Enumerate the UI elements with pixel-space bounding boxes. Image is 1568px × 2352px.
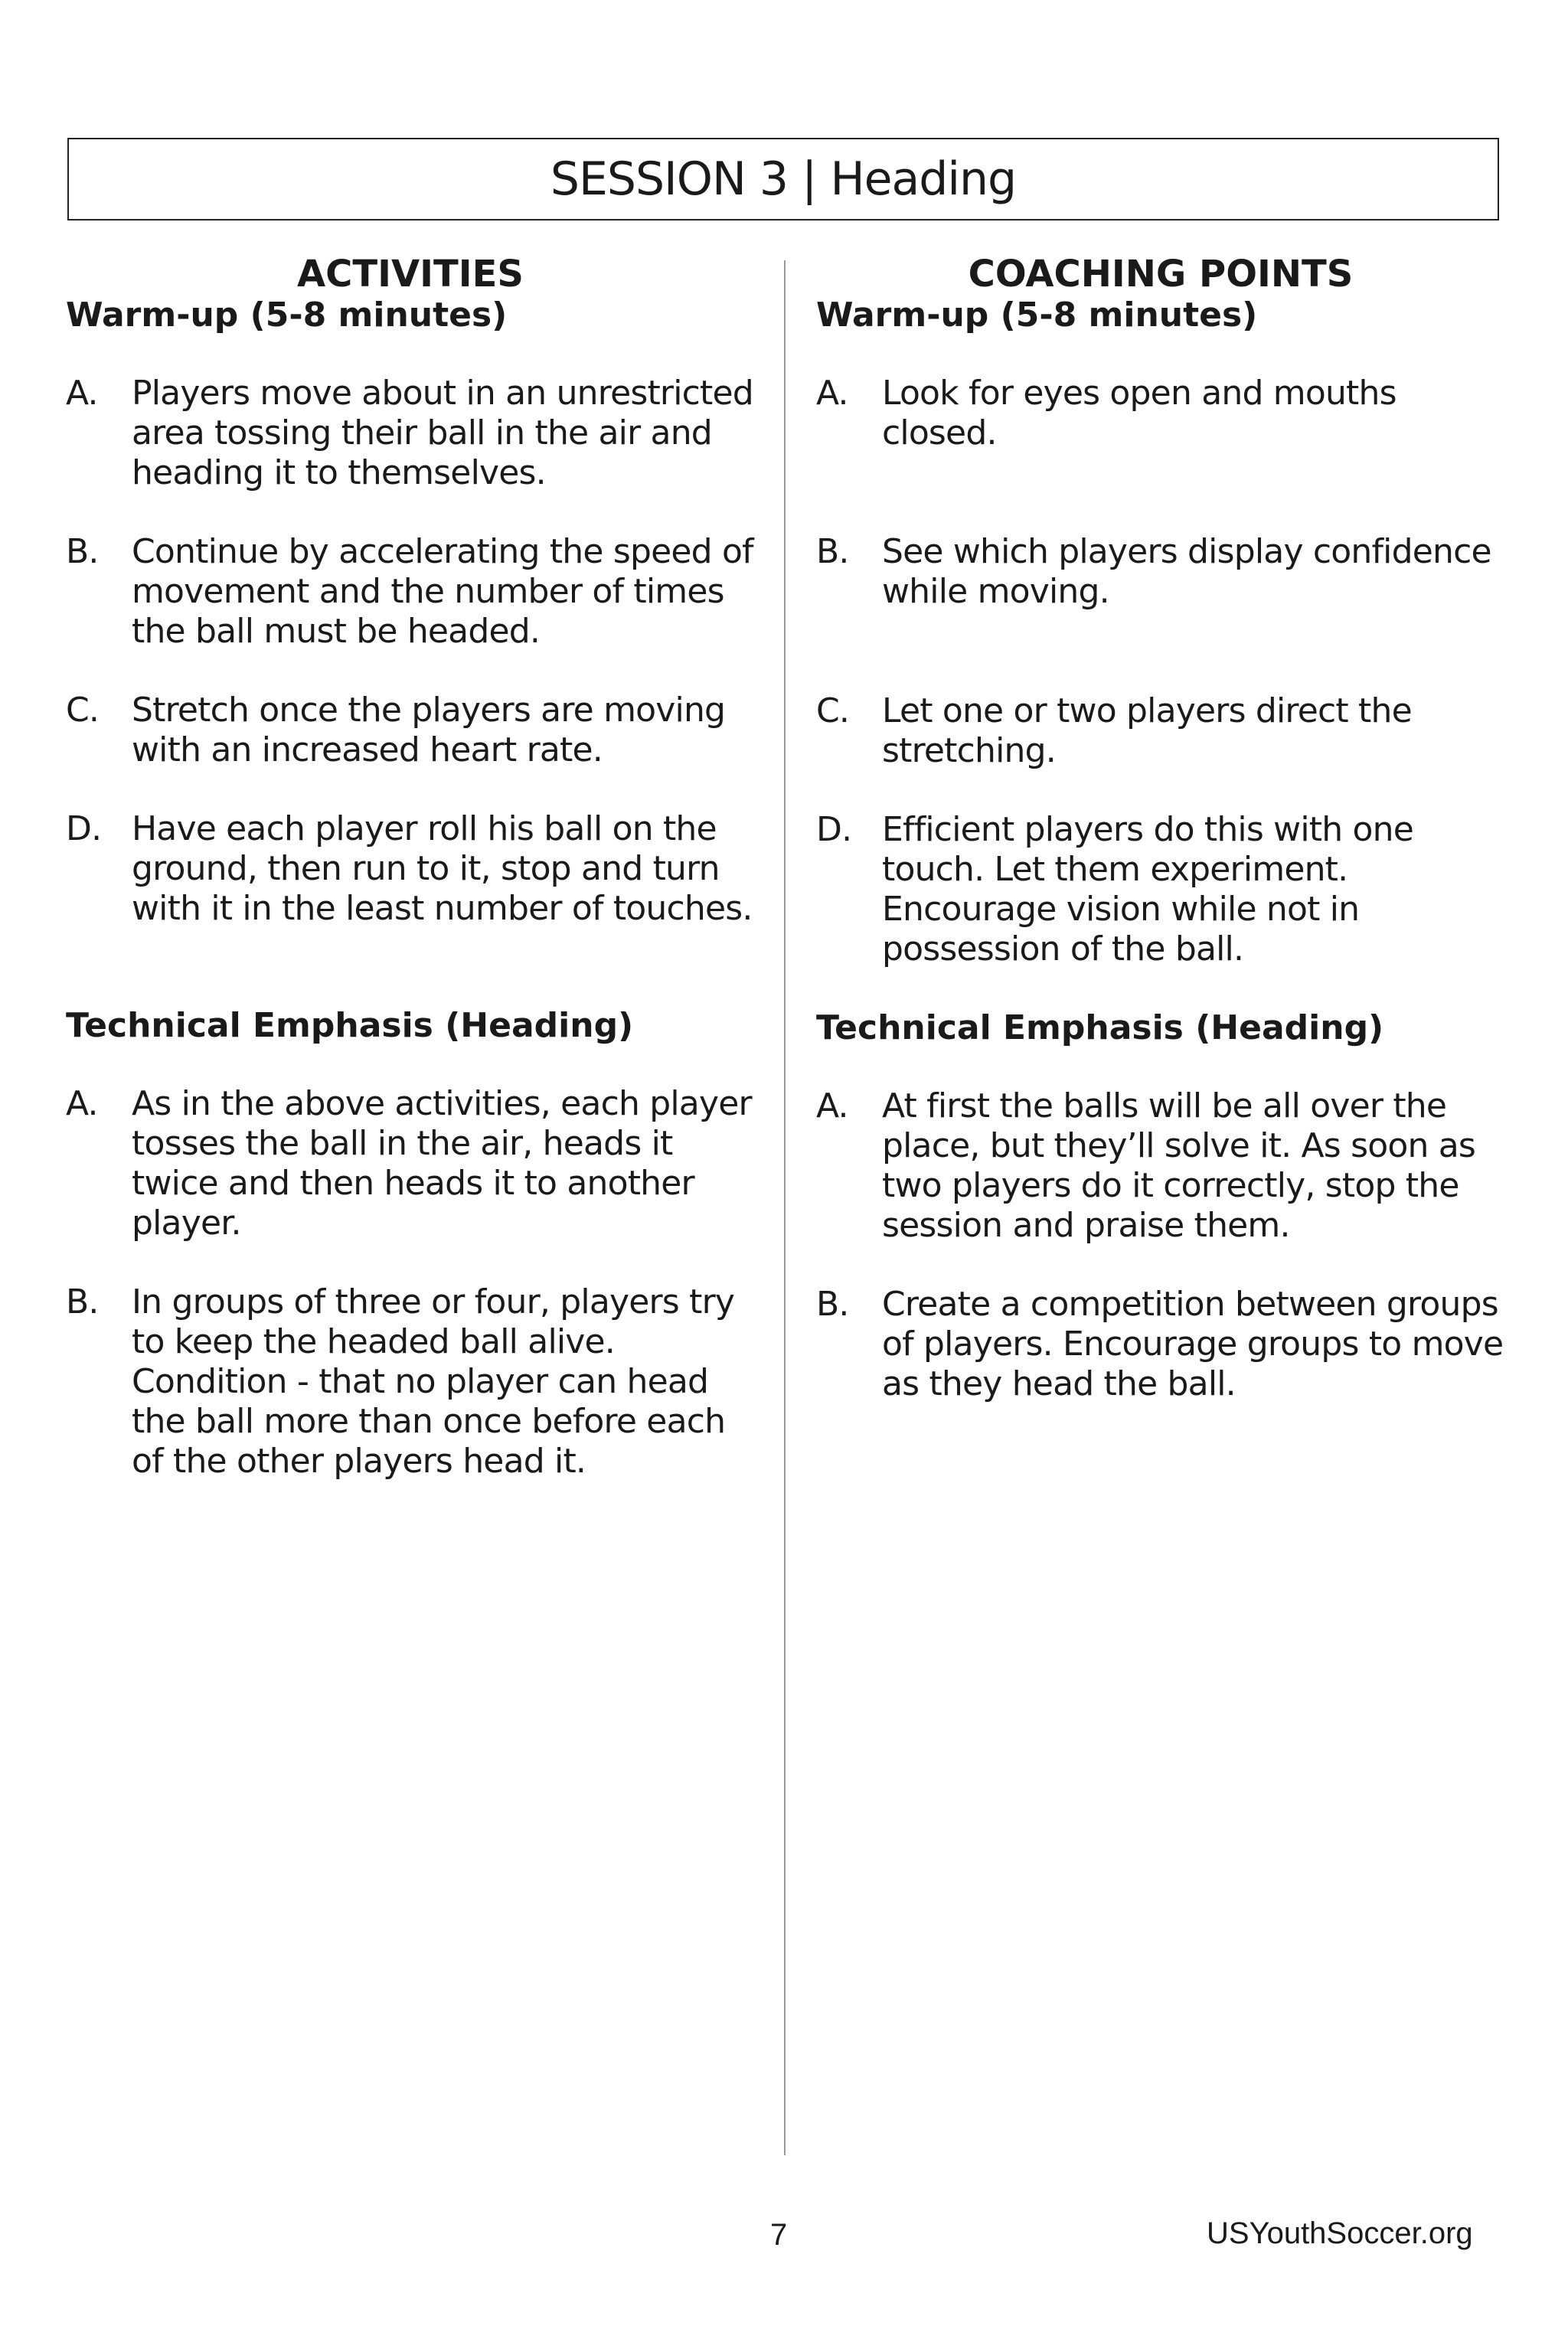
page-number: 7 xyxy=(770,2218,788,2252)
item-text: Let one or two players direct the stretching. xyxy=(882,691,1412,770)
item-letter: A. xyxy=(66,374,98,413)
item-text: In groups of three or four, players try to keep the headed ball alive. Condition - that no player can head the ball more than once before each of the other players head it. xyxy=(132,1282,735,1481)
item-text: Stretch once the players are moving with an increased heart rate. xyxy=(132,691,726,769)
item-letter: B. xyxy=(816,532,849,571)
activities-warmup-item xyxy=(66,691,755,770)
item-letter: A. xyxy=(816,374,848,413)
coaching-technical-title: Technical Emphasis (Heading) xyxy=(816,1008,1384,1047)
coaching-warmup-item xyxy=(816,374,1505,453)
item-letter: C. xyxy=(66,691,100,730)
item-letter: A. xyxy=(66,1084,98,1123)
item-text: As in the above activities, each player tosses the ball in the air, heads it twice and then heads it to another player. xyxy=(132,1084,752,1243)
coaching-warmup-item xyxy=(816,691,1505,771)
coaching-technical-item xyxy=(816,1285,1505,1404)
coaching-warmup-item xyxy=(816,532,1505,612)
item-letter: A. xyxy=(816,1086,848,1125)
activities-technical-item xyxy=(66,1084,755,1243)
footer-site: USYouthSoccer.org xyxy=(1207,2216,1473,2250)
coaching-warmup-title: Warm-up (5-8 minutes) xyxy=(816,296,1258,335)
coaching-heading: COACHING POINTS xyxy=(968,253,1354,296)
activities-column xyxy=(66,253,755,1481)
item-text: Look for eyes open and mouths closed. xyxy=(882,374,1396,452)
item-letter: B. xyxy=(66,532,99,571)
item-text: Players move about in an unrestricted area tossing their ball in the air and heading it to themselves. xyxy=(132,374,753,492)
activities-technical-item xyxy=(66,1282,755,1481)
item-text: See which players display confidence while moving. xyxy=(882,532,1491,611)
item-letter: B. xyxy=(816,1285,849,1324)
item-text: Efficient players do this with one touch. Let them experiment. Encourage vision while not in possession of the ball. xyxy=(882,810,1413,969)
item-letter: D. xyxy=(66,809,102,848)
item-letter: D. xyxy=(816,810,852,849)
activities-warmup-item xyxy=(66,374,755,493)
item-text: Create a competition between groups of players. Encourage groups to move as they head the ball. xyxy=(882,1285,1504,1403)
activities-warmup-item xyxy=(66,532,755,652)
column-divider xyxy=(784,260,786,2155)
session-title-box xyxy=(67,138,1499,220)
session-title: SESSION 3 | Heading xyxy=(550,152,1017,206)
item-letter: C. xyxy=(816,691,850,730)
item-text: Continue by accelerating the speed of movement and the number of times the ball must be headed. xyxy=(132,532,753,651)
activities-warmup-item xyxy=(66,809,755,929)
item-text: Have each player roll his ball on the ground, then run to it, stop and turn with it in the least number of touches. xyxy=(132,809,753,928)
item-letter: B. xyxy=(66,1282,99,1321)
coaching-technical-item xyxy=(816,1086,1505,1246)
activities-warmup-title: Warm-up (5-8 minutes) xyxy=(66,296,508,335)
activities-technical-title: Technical Emphasis (Heading) xyxy=(66,1006,634,1045)
item-text: At first the balls will be all over the place, but they’ll solve it. As soon as two players do it correctly, stop the session and praise them. xyxy=(882,1086,1476,1245)
coaching-warmup-item xyxy=(816,810,1505,969)
coaching-column xyxy=(816,253,1505,1404)
activities-heading: ACTIVITIES xyxy=(297,253,524,296)
